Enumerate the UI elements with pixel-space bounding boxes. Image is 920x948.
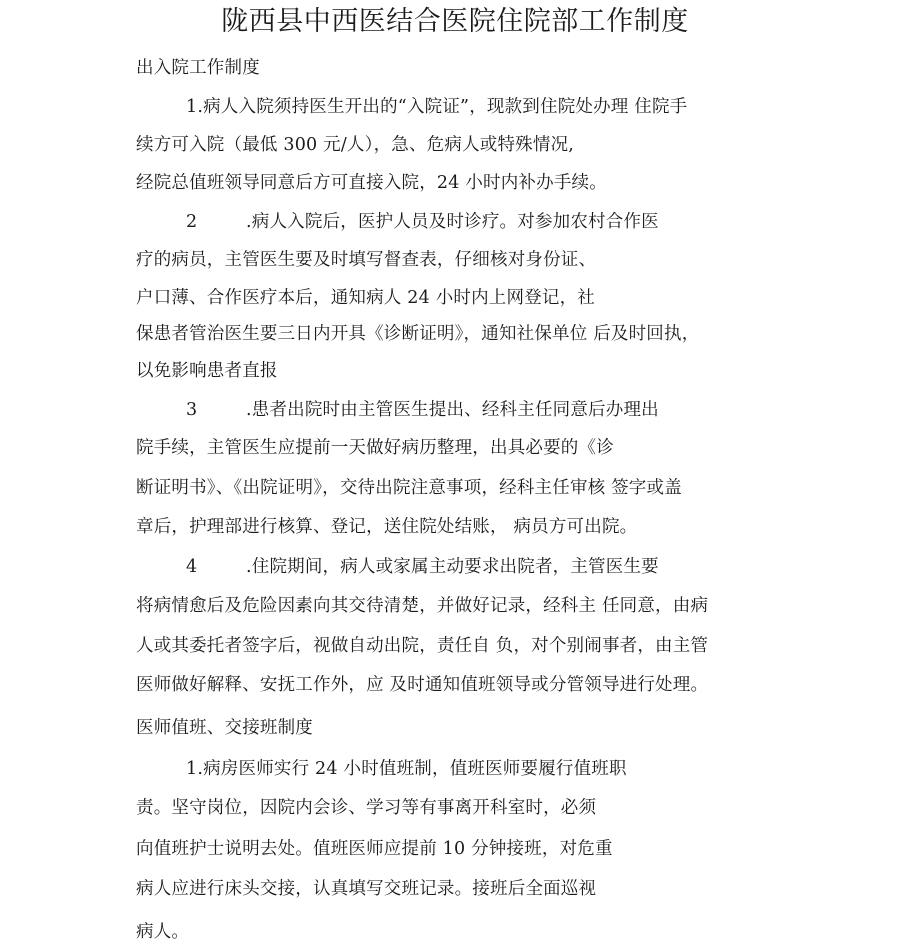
paragraph-line: 经院总值班领导同意后方可直接入院，24 小时内补办手续。: [136, 173, 607, 193]
paragraph-line: 户口薄、合作医疗本后，通知病人 24 小时内上网登记，社: [136, 288, 595, 308]
section-heading: 出入院工作制度: [136, 58, 260, 78]
paragraph-line: 疗的病员，主管医生要及时填写督查表，仔细核对身份证、: [136, 250, 597, 270]
paragraph-text: .患者出院时由主管医生提出、经科主任同意后办理出: [246, 400, 659, 420]
paragraph-line: [186, 555, 659, 579]
paragraph-line: 章后，护理部进行核算、登记，送住院处结账， 病员方可出院。: [136, 517, 638, 537]
paragraph-line: 将病情愈后及危险因素向其交待清楚，并做好记录，经科主 任同意，由病: [136, 596, 709, 616]
paragraph-line: 向值班护士说明去处。值班医师应提前 10 分钟接班，对危重: [136, 839, 613, 859]
paragraph-line: [186, 398, 659, 422]
paragraph-line: 1.病人入院须持医生开出的“入院证”，现款到住院处办理 住院手: [186, 97, 688, 117]
paragraph-line: 病人应进行床头交接，认真填写交班记录。接班后全面巡视: [136, 879, 597, 899]
paragraph-text: .病人入院后，医护人员及时诊疗。对参加农村合作医: [246, 212, 659, 232]
item-number: 4: [186, 557, 198, 577]
paragraph-line: 1.病房医师实行 24 小时值班制，值班医师要履行值班职: [186, 759, 627, 779]
paragraph-line: [186, 210, 659, 234]
paragraph-line: 院手续，主管医生应提前一天做好病历整理，出具必要的《诊: [136, 438, 614, 458]
paragraph-text: .住院期间，病人或家属主动要求出院者，主管医生要: [246, 557, 659, 577]
section-heading: 医师值班、交接班制度: [136, 718, 313, 738]
item-number: 2: [186, 212, 198, 232]
paragraph-line: 医师做好解释、安抚工作外，应 及时通知值班领导或分管领导进行处理。: [136, 675, 709, 695]
paragraph-line: 以免影响患者直报: [136, 361, 278, 381]
document-title: 陇西县中西医结合医院住院部工作制度: [221, 6, 689, 37]
item-number: 3: [186, 400, 198, 420]
paragraph-line: 保患者管治医生要三日内开具《诊断证明》，通知社保单位 后及时回执，: [136, 324, 700, 344]
paragraph-line: 断证明书》、《出院证明》，交待出院注意事项，经科主任审核 签字或盖: [136, 478, 682, 498]
paragraph-line: 病人。: [136, 922, 190, 942]
paragraph-line: 人或其委托者签字后，视做自动出院，责任自 负，对个别闹事者，由主管: [136, 636, 709, 656]
paragraph-line: 责。坚守岗位，因院内会诊、学习等有事离开科室时，必须: [136, 798, 597, 818]
paragraph-line: 续方可入院（最低 300 元/人），急、危病人或特殊情况,: [136, 135, 575, 155]
